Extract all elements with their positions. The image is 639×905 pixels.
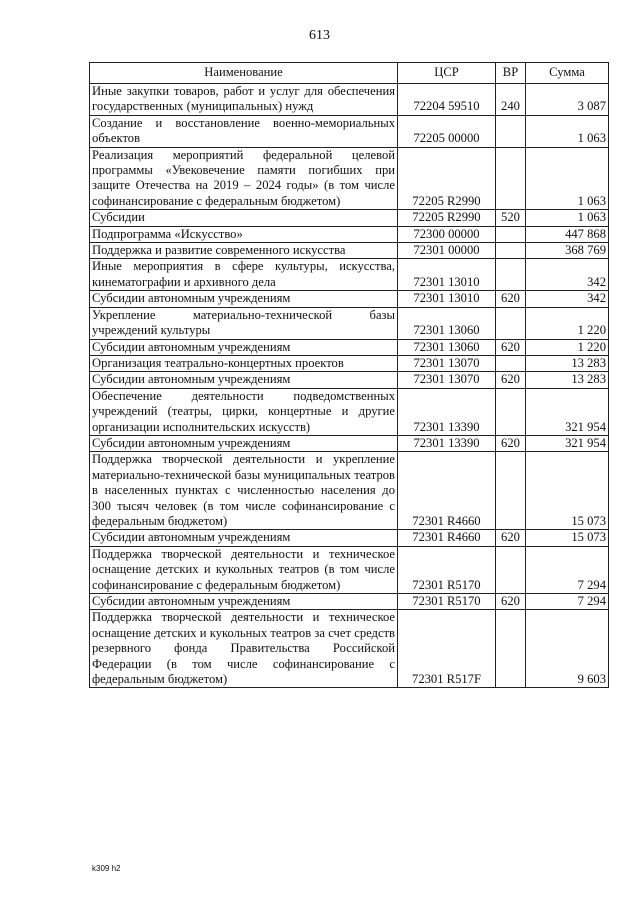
table-row	[90, 452, 609, 530]
row-vr: 620	[496, 339, 526, 355]
row-csr: 72301 13010	[398, 291, 496, 307]
row-name: Субсидии автономным учреждениям	[90, 372, 398, 388]
row-sum: 7 294	[526, 594, 609, 610]
row-vr: 620	[496, 291, 526, 307]
row-sum: 447 868	[526, 226, 609, 242]
row-sum: 7 294	[526, 546, 609, 593]
table-row	[90, 307, 609, 339]
table-row	[90, 355, 609, 371]
row-sum: 368 769	[526, 243, 609, 259]
table-row	[90, 530, 609, 546]
row-sum: 1 220	[526, 307, 609, 339]
row-csr: 72301 13060	[398, 307, 496, 339]
table-row	[90, 388, 609, 435]
table-body	[90, 84, 609, 688]
row-name: Субсидии автономным учреждениям	[90, 339, 398, 355]
header-sum: Сумма	[526, 63, 609, 84]
row-sum: 3 087	[526, 84, 609, 116]
table-row	[90, 226, 609, 242]
row-vr: 620	[496, 530, 526, 546]
row-vr	[496, 355, 526, 371]
row-name: Поддержка творческой деятельности и укрепление материально-технической базы муниципальных театров в населенных пунктах с численностью населения до 300 тысяч человек (в том числе софинансирование с федеральным бюджетом)	[90, 452, 398, 530]
row-sum: 321 954	[526, 388, 609, 435]
row-csr: 72205 R2990	[398, 147, 496, 210]
table-row	[90, 115, 609, 147]
row-csr: 72301 13070	[398, 355, 496, 371]
row-name: Субсидии автономным учреждениям	[90, 435, 398, 451]
table-row	[90, 372, 609, 388]
row-sum: 342	[526, 291, 609, 307]
row-csr: 72301 R4660	[398, 452, 496, 530]
header-name: Наименование	[90, 63, 398, 84]
row-vr	[496, 307, 526, 339]
row-sum: 1 063	[526, 115, 609, 147]
row-vr	[496, 546, 526, 593]
row-csr: 72300 00000	[398, 226, 496, 242]
row-sum: 321 954	[526, 435, 609, 451]
row-vr	[496, 115, 526, 147]
row-csr: 72205 R2990	[398, 210, 496, 226]
table-row	[90, 291, 609, 307]
row-vr	[496, 452, 526, 530]
row-name: Обеспечение деятельности подведомственных учреждений (театры, цирки, концертные и другие организации исполнительских искусств)	[90, 388, 398, 435]
row-csr: 72301 13010	[398, 259, 496, 291]
row-csr: 72301 R517F	[398, 610, 496, 688]
row-name: Реализация мероприятий федеральной целевой программы «Увековечение памяти погибших при защите Отечества на 2019 – 2024 годы» (в том числе софинансирование с федеральным бюджетом)	[90, 147, 398, 210]
row-csr: 72301 R5170	[398, 594, 496, 610]
table-row	[90, 594, 609, 610]
row-sum: 15 073	[526, 530, 609, 546]
table-row	[90, 546, 609, 593]
row-vr: 620	[496, 435, 526, 451]
row-csr: 72301 13390	[398, 435, 496, 451]
row-vr	[496, 147, 526, 210]
row-sum: 342	[526, 259, 609, 291]
row-sum: 9 603	[526, 610, 609, 688]
row-name: Субсидии автономным учреждениям	[90, 530, 398, 546]
row-csr: 72205 00000	[398, 115, 496, 147]
table-row	[90, 243, 609, 259]
row-vr: 520	[496, 210, 526, 226]
row-vr	[496, 243, 526, 259]
row-sum: 13 283	[526, 372, 609, 388]
table-row	[90, 210, 609, 226]
row-name: Создание и восстановление военно-мемориальных объектов	[90, 115, 398, 147]
table-header-row	[90, 63, 609, 84]
header-csr: ЦСР	[398, 63, 496, 84]
row-vr: 620	[496, 372, 526, 388]
row-name: Поддержка творческой деятельности и техническое оснащение детских и кукольных театров (в том числе софинансирование с федеральным бюджетом)	[90, 546, 398, 593]
row-name: Укрепление материально-технической базы учреждений культуры	[90, 307, 398, 339]
budget-table	[89, 62, 609, 688]
row-csr: 72301 R5170	[398, 546, 496, 593]
row-csr: 72301 R4660	[398, 530, 496, 546]
row-name: Иные закупки товаров, работ и услуг для обеспечения государственных (муниципальных) нужд	[90, 84, 398, 116]
row-name: Субсидии автономным учреждениям	[90, 291, 398, 307]
table-row	[90, 259, 609, 291]
row-sum: 1 063	[526, 210, 609, 226]
page-number: 613	[309, 28, 330, 43]
row-name: Организация театрально-концертных проектов	[90, 355, 398, 371]
table-row	[90, 339, 609, 355]
row-vr: 240	[496, 84, 526, 116]
row-vr	[496, 259, 526, 291]
table-row	[90, 147, 609, 210]
row-sum: 15 073	[526, 452, 609, 530]
row-name: Поддержка и развитие современного искусства	[90, 243, 398, 259]
row-vr	[496, 226, 526, 242]
table-row	[90, 435, 609, 451]
row-csr: 72301 13070	[398, 372, 496, 388]
row-sum: 13 283	[526, 355, 609, 371]
row-name: Поддержка творческой деятельности и техническое оснащение детских и кукольных театров за счет средств резервного фонда Правительства Российской Федерации (в том числе софинансирование с федеральным бюджетом)	[90, 610, 398, 688]
row-csr: 72301 13060	[398, 339, 496, 355]
row-vr	[496, 610, 526, 688]
table-row	[90, 84, 609, 116]
row-name: Субсидии автономным учреждениям	[90, 594, 398, 610]
row-csr: 72204 59510	[398, 84, 496, 116]
footer-code: k309 h2	[92, 864, 121, 873]
table-row	[90, 610, 609, 688]
row-sum: 1 063	[526, 147, 609, 210]
row-vr: 620	[496, 594, 526, 610]
row-csr: 72301 00000	[398, 243, 496, 259]
row-name: Иные мероприятия в сфере культуры, искусства, кинематографии и архивного дела	[90, 259, 398, 291]
row-csr: 72301 13390	[398, 388, 496, 435]
row-name: Подпрограмма «Искусство»	[90, 226, 398, 242]
row-sum: 1 220	[526, 339, 609, 355]
header-vr: ВР	[496, 63, 526, 84]
row-name: Субсидии	[90, 210, 398, 226]
row-vr	[496, 388, 526, 435]
